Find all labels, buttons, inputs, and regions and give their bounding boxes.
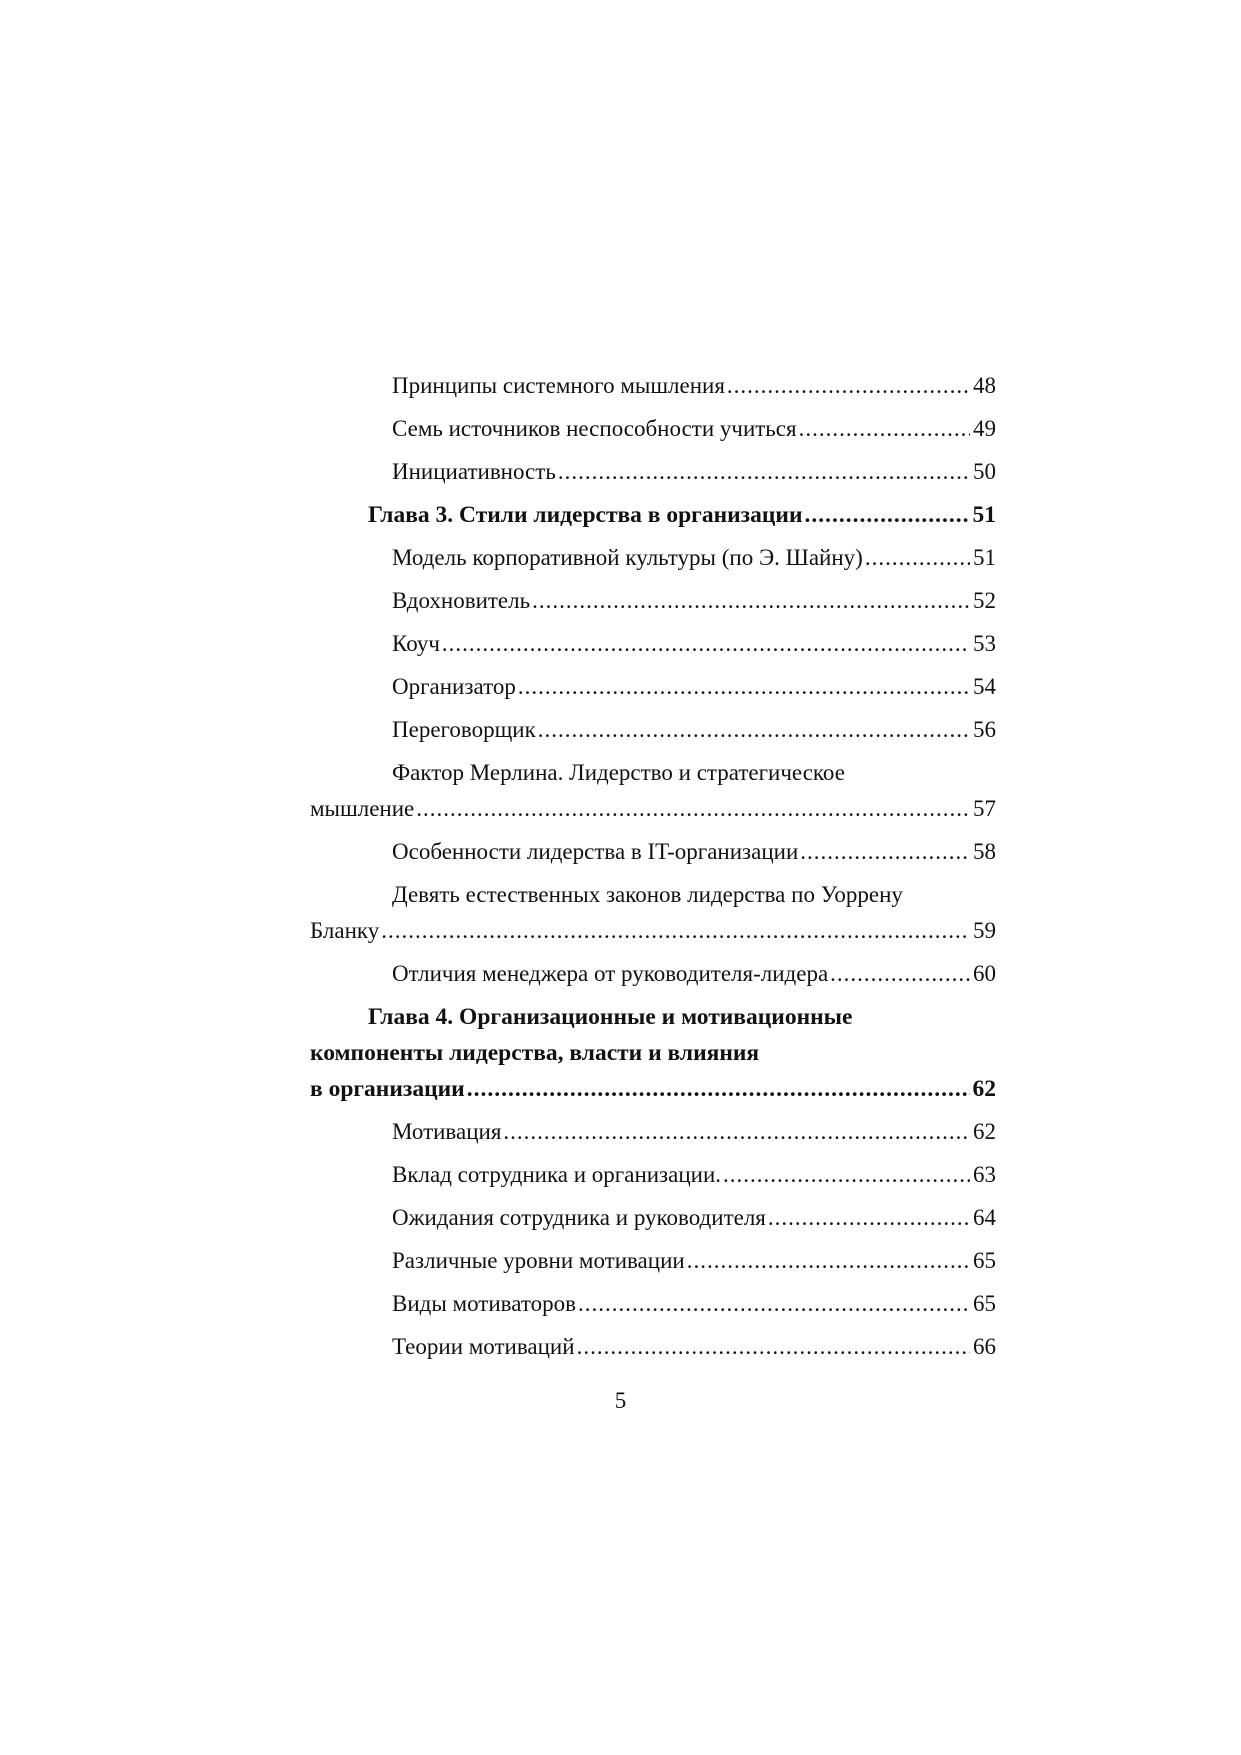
- table-of-contents: [310, 368, 996, 1372]
- toc-entry-page: 56: [973, 717, 996, 742]
- toc-entry-title-line: мышление: [310, 796, 415, 821]
- toc-entry: [310, 411, 996, 447]
- toc-entry-page: 64: [973, 1205, 996, 1230]
- toc-entry-page: 62: [973, 1119, 996, 1144]
- toc-entry: [310, 669, 996, 705]
- toc-entry-page: 54: [973, 674, 996, 699]
- toc-entry: [310, 834, 996, 870]
- toc-chapter-title-line: Глава 4. Организационные и мотивационные: [368, 1004, 853, 1030]
- toc-entry-title: Мотивация: [392, 1119, 502, 1144]
- toc-entry-title: Отличия менеджера от руководителя-лидера: [392, 961, 829, 986]
- toc-entry: [310, 583, 996, 619]
- toc-chapter-title: Глава 3. Стили лидерства в организации: [368, 502, 803, 528]
- toc-entry-title: Виды мотиваторов: [392, 1291, 576, 1316]
- toc-entry: [310, 1243, 996, 1279]
- toc-entry: [310, 1329, 996, 1365]
- toc-entry: [310, 368, 996, 404]
- toc-entry-title: Организатор: [392, 674, 516, 699]
- toc-entry-page: 57: [973, 796, 996, 821]
- toc-entry-page: 58: [973, 839, 996, 864]
- toc-entry-title: Теории мотиваций: [392, 1334, 575, 1359]
- toc-entry-page: 62: [972, 1076, 996, 1102]
- toc-entry-page: 52: [973, 588, 996, 613]
- toc-entry-page: 60: [973, 961, 996, 986]
- toc-entry: [310, 626, 996, 662]
- toc-chapter-title-line: компоненты лидерства, власти и влияния: [310, 1040, 760, 1066]
- toc-entry-page: 53: [973, 631, 996, 656]
- toc-entry-title: Вдохновитель: [392, 588, 531, 613]
- toc-entry: [310, 1157, 996, 1193]
- toc-entry: [310, 877, 996, 949]
- toc-entry: [310, 1114, 996, 1150]
- toc-entry-title: Инициативность: [392, 459, 556, 484]
- toc-entry: [310, 712, 996, 748]
- toc-entry-page: 59: [973, 918, 996, 943]
- toc-entry-page: 51: [973, 545, 996, 570]
- toc-entry-title-line: Бланку: [310, 918, 380, 943]
- toc-entry-page: 63: [973, 1162, 996, 1187]
- toc-entry-title: Принципы системного мышления: [392, 373, 725, 398]
- toc-chapter-title-line: в организации: [310, 1076, 465, 1102]
- toc-entry-page: 65: [973, 1291, 996, 1316]
- toc-entry-title: Различные уровни мотивации: [392, 1248, 685, 1273]
- toc-entry: [310, 540, 996, 576]
- toc-entry-title: Ожидания сотрудника и руководителя: [392, 1205, 766, 1230]
- page-number: 5: [614, 1388, 627, 1413]
- toc-entry-title: Вклад сотрудника и организации.: [392, 1162, 722, 1187]
- toc-chapter-entry: [310, 999, 996, 1107]
- toc-entry-title: Семь источников неспособности учиться: [392, 416, 797, 441]
- toc-entry-page: 49: [973, 416, 996, 441]
- toc-entry: [310, 454, 996, 490]
- toc-entry: [310, 1286, 996, 1322]
- toc-entry-title: Особенности лидерства в IT-организации: [392, 839, 799, 864]
- toc-entry-page: 48: [973, 373, 996, 398]
- toc-entry-page: 66: [973, 1334, 996, 1359]
- toc-entry-page: 50: [973, 459, 996, 484]
- toc-entry-title: Переговорщик: [392, 717, 536, 742]
- toc-entry-title: Коуч: [392, 631, 440, 656]
- toc-entry-title: Модель корпоративной культуры (по Э. Шайну): [392, 545, 863, 570]
- toc-entry: [310, 956, 996, 992]
- toc-entry-page: 51: [972, 502, 996, 528]
- toc-entry-page: 65: [973, 1248, 996, 1273]
- toc-chapter-entry: [310, 497, 996, 533]
- toc-entry-title-line: Девять естественных законов лидерства по Уоррену: [392, 882, 903, 907]
- toc-entry: [310, 1200, 996, 1236]
- toc-entry: [310, 755, 996, 827]
- toc-entry-title-line: Фактор Мерлина. Лидерство и стратегическое: [392, 760, 845, 785]
